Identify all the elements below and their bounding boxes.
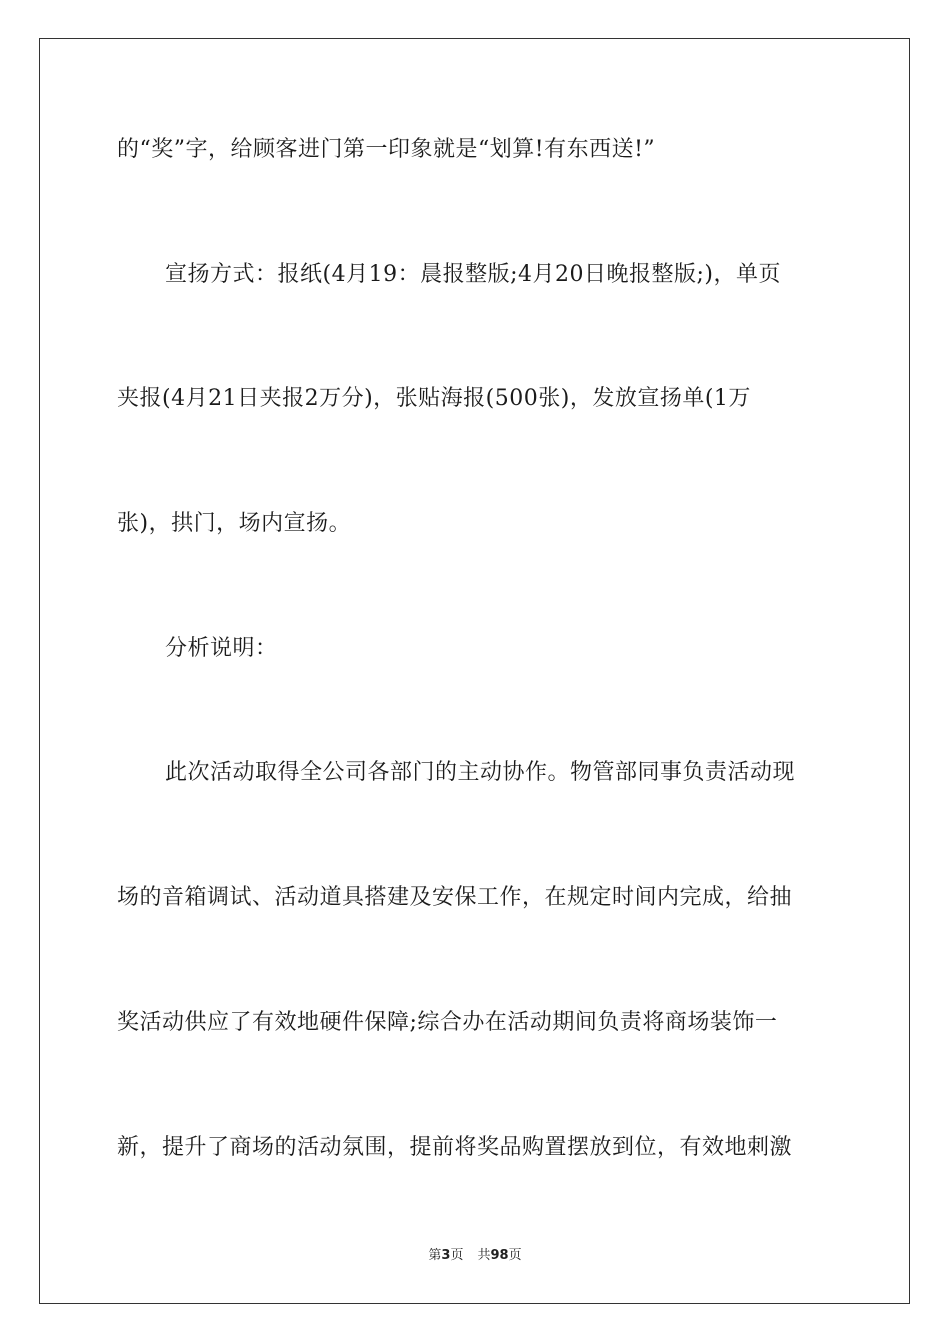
total-suffix: 页 xyxy=(508,1248,522,1263)
body-line-8: 奖活动供应了有效地硬件保障;综合办在活动期间负责将商场装饰一 xyxy=(117,1010,778,1035)
body-line-2: 宣扬方式：报纸(4月19：晨报整版;4月20日晚报整版;)，单页 xyxy=(165,262,781,287)
body-line-6: 此次活动取得全公司各部门的主动协作。物管部同事负责活动现 xyxy=(165,760,796,785)
page-number: 3 xyxy=(441,1248,451,1263)
body-line-9: 新，提升了商场的活动氛围，提前将奖品购置摆放到位，有效地刺激 xyxy=(117,1135,793,1160)
body-line-7: 场的音箱调试、活动道具搭建及安保工作，在规定时间内完成，给抽 xyxy=(117,885,793,910)
page-frame xyxy=(39,38,910,1304)
body-line-4: 张)，拱门，场内宣扬。 xyxy=(117,511,352,536)
body-line-1: 的“奖”字，给顾客进门第一印象就是“划算!有东西送!” xyxy=(117,137,656,162)
body-line-3: 夹报(4月21日夹报2万分)，张贴海报(500张)，发放宣扬单(1万 xyxy=(117,386,751,411)
body-line-5: 分析说明： xyxy=(165,636,278,661)
page-prefix: 第 xyxy=(428,1248,442,1263)
page-footer xyxy=(0,1247,950,1265)
total-prefix: 共 xyxy=(477,1248,491,1263)
total-pages: 98 xyxy=(490,1248,509,1263)
page-suffix: 页 xyxy=(450,1248,464,1263)
